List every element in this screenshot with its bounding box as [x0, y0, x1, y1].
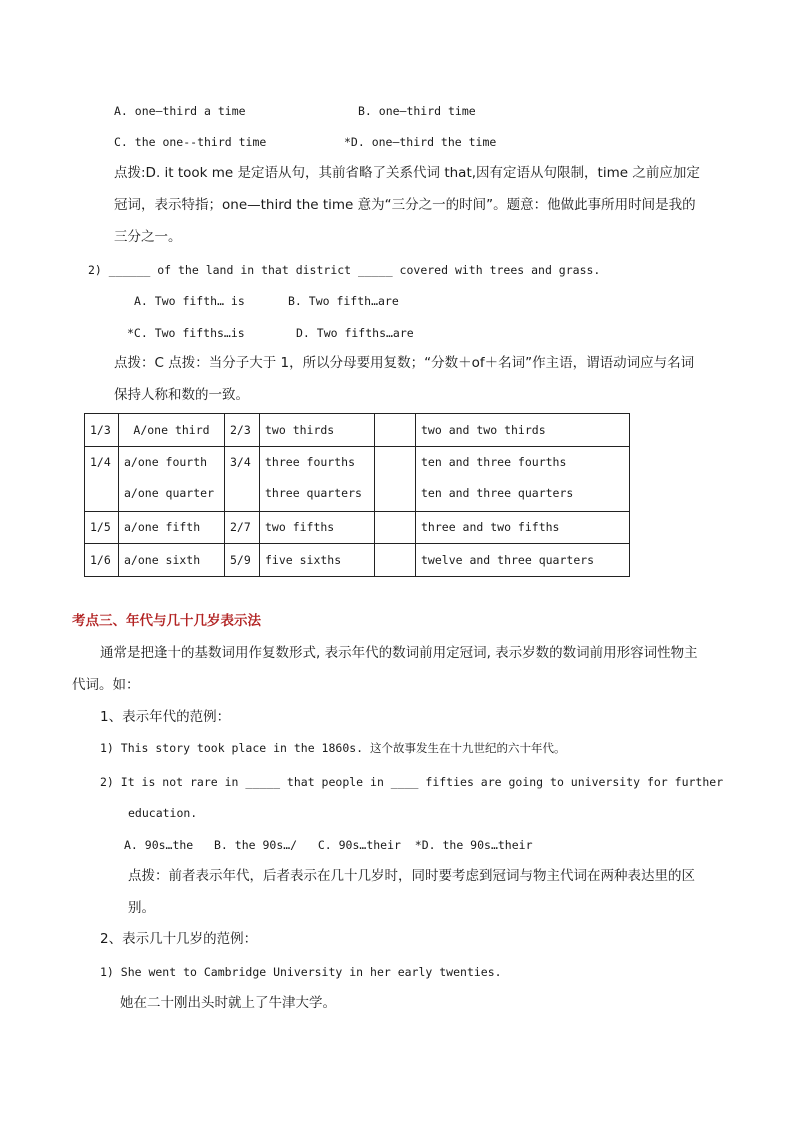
fraction-words-cell: three fourths three quarters: [260, 447, 375, 512]
example-2-line-2: education.: [128, 806, 198, 820]
fraction-cell: 1/6: [85, 544, 119, 577]
fraction-words-cell: a/one sixth: [119, 544, 225, 577]
example-3-translation: 她在二十刚出头时就上了牛津大学。: [120, 995, 336, 1011]
q2-option-c: *C. Two fifths…is: [127, 326, 245, 340]
fraction-words-cell: two thirds: [260, 414, 375, 447]
q1-option-d: *D. one—third the time: [344, 135, 497, 149]
fraction-words-cell: three and two fifths: [416, 512, 630, 544]
fraction-cell: 5/9: [225, 544, 260, 577]
q1-option-a: A. one—third a time: [114, 104, 246, 118]
section-intro-line-2: 代词。如：: [72, 677, 140, 693]
fraction-words-cell: a/one fifth: [119, 512, 225, 544]
q2-stem: 2) ______ of the land in that district _____ covered with trees and grass.: [88, 263, 601, 277]
fraction-words-cell: two fifths: [260, 512, 375, 544]
example-1: 1) This story took place in the 1860s. 这个故事发生在十九世纪的六十年代。: [100, 741, 566, 755]
example-3: 1) She went to Cambridge University in her early twenties.: [100, 965, 502, 979]
fraction-words-cell: five sixths: [260, 544, 375, 577]
fraction-cell: 2/3: [225, 414, 260, 447]
fraction-cell: 1/4: [85, 447, 119, 512]
fraction-words-cell: two and two thirds: [416, 414, 630, 447]
table-row: [85, 447, 630, 512]
fraction-words-cell: A/one third: [119, 414, 225, 447]
fraction-cell: [375, 447, 416, 512]
q1-option-b: B. one—third time: [358, 104, 476, 118]
example-2-note-line-1: 点拨：前者表示年代，后者表示在几十几岁时，同时要考虑到冠词与物主代词在两种表达里的区: [128, 868, 695, 884]
subheading-decades: 1、表示年代的范例：: [100, 709, 231, 725]
table-row: [85, 544, 630, 577]
table-row: [85, 512, 630, 544]
fraction-cell: 2/7: [225, 512, 260, 544]
q1-note-line-3: 三分之一。: [114, 229, 182, 245]
q1-note-line-1: 点拨:D. it took me 是定语从句，其前省略了关系代词 that,因有定语从句限制，time 之前应加定: [114, 165, 700, 181]
fraction-cell: [375, 544, 416, 577]
fraction-words-cell: a/one fourth a/one quarter: [119, 447, 225, 512]
fraction-words-cell: ten and three fourths ten and three quarters: [416, 447, 630, 512]
q2-note-line-1: 点拨：C 点拨：当分子大于 1，所以分母要用复数；“分数＋of＋名词”作主语，谓语动词应与名词: [114, 355, 695, 371]
q1-option-c: C. the one--third time: [114, 135, 267, 149]
fraction-cell: [375, 512, 416, 544]
fraction-table: [84, 413, 630, 577]
table-row: [85, 414, 630, 447]
q2-option-b: B. Two fifth…are: [288, 294, 399, 308]
fraction-words-cell: twelve and three quarters: [416, 544, 630, 577]
q1-note-line-2: 冠词，表示特指；one—third the time 意为“三分之一的时间”。题意：他做此事所用时间是我的: [114, 197, 696, 213]
subheading-ages: 2、表示几十几岁的范例：: [100, 931, 258, 947]
q2-option-d: D. Two fifths…are: [296, 326, 414, 340]
example-2-options: A. 90s…the B. the 90s…/ C. 90s…their *D. the 90s…their: [124, 838, 533, 852]
section-intro-line-1: 通常是把逢十的基数词用作复数形式, 表示年代的数词前用定冠词, 表示岁数的数词前用形容词性物主: [100, 645, 698, 661]
fraction-cell: 1/5: [85, 512, 119, 544]
q2-note-line-2: 保持人称和数的一致。: [114, 387, 249, 403]
example-2-note-line-2: 别。: [128, 900, 155, 916]
q2-option-a: A. Two fifth… is: [134, 294, 245, 308]
fraction-cell: 1/3: [85, 414, 119, 447]
fraction-cell: [375, 414, 416, 447]
example-2-line-1: 2) It is not rare in _____ that people in ____ fifties are going to university for further: [100, 775, 724, 789]
fraction-cell: 3/4: [225, 447, 260, 512]
section-heading: 考点三、年代与几十几岁表示法: [72, 613, 261, 629]
